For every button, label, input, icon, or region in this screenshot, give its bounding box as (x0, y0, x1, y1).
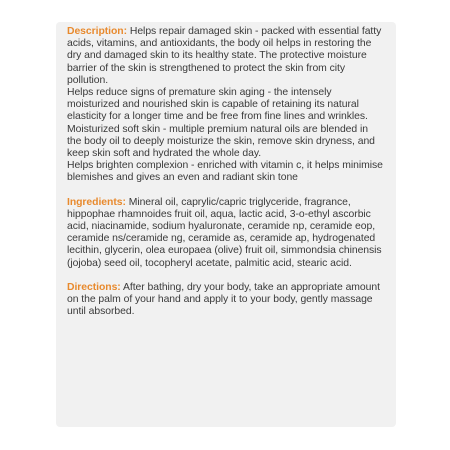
description-paragraph-1 (67, 26, 385, 87)
section-spacer (67, 185, 385, 197)
directions-section (67, 282, 385, 319)
description-paragraph-2: Helps reduce signs of premature skin aging - the intensely moisturized and nourished skin is capable of retaining its natural elasticity for a longer time and be free from fine lines and wrinkles. (67, 87, 368, 123)
section-spacer (67, 270, 385, 282)
description-paragraph-4: Helps brighten complexion - enriched with vitamin c, it helps minimise blemishes and gives an even and radiant skin tone (67, 160, 383, 184)
description-section (67, 26, 385, 185)
description-text-1: Helps repair damaged skin - packed with essential fatty acids, vitamins, and antioxidants, the body oil helps in restoring the dry and damaged skin to its healthy state. The protective moisture barrier of the skin is strengthened to protect the skin from city pollution. (67, 26, 382, 86)
directions-paragraph (67, 282, 385, 319)
directions-text: After bathing, dry your body, take an appropriate amount on the palm of your hand and apply it to your body, gently massage until absorbed. (67, 281, 380, 318)
description-label: Description: (67, 26, 128, 37)
ingredients-label: Ingredients: (67, 196, 126, 208)
ingredients-text: Mineral oil, caprylic/capric triglyceride, fragrance, hippophae rhamnoides fruit oil, aqua, lactic acid, 3-o-ethyl ascorbic acid, niacinamide, sodium hyaluronate, ceramide np, ceramide eop, ceramide ns/ceramide ng, ceramide as, ceramide ap, hydrogenated lecithin, glycerin, olea europaea (olive) fruit oil, simmondsia chinensis (jojoba) seed oil, tocopheryl acetate, palmitic acid, stearic acid. (67, 196, 382, 269)
directions-label: Directions: (67, 281, 121, 293)
ingredients-paragraph (67, 197, 385, 270)
product-info-panel (56, 22, 396, 427)
ingredients-section (67, 197, 385, 270)
description-paragraph-3: Moisturized soft skin - multiple premium natural oils are blended in the body oil to deeply moisturize the skin, remove skin dryness, and keep skin soft and hydrated the whole day. (67, 123, 375, 160)
